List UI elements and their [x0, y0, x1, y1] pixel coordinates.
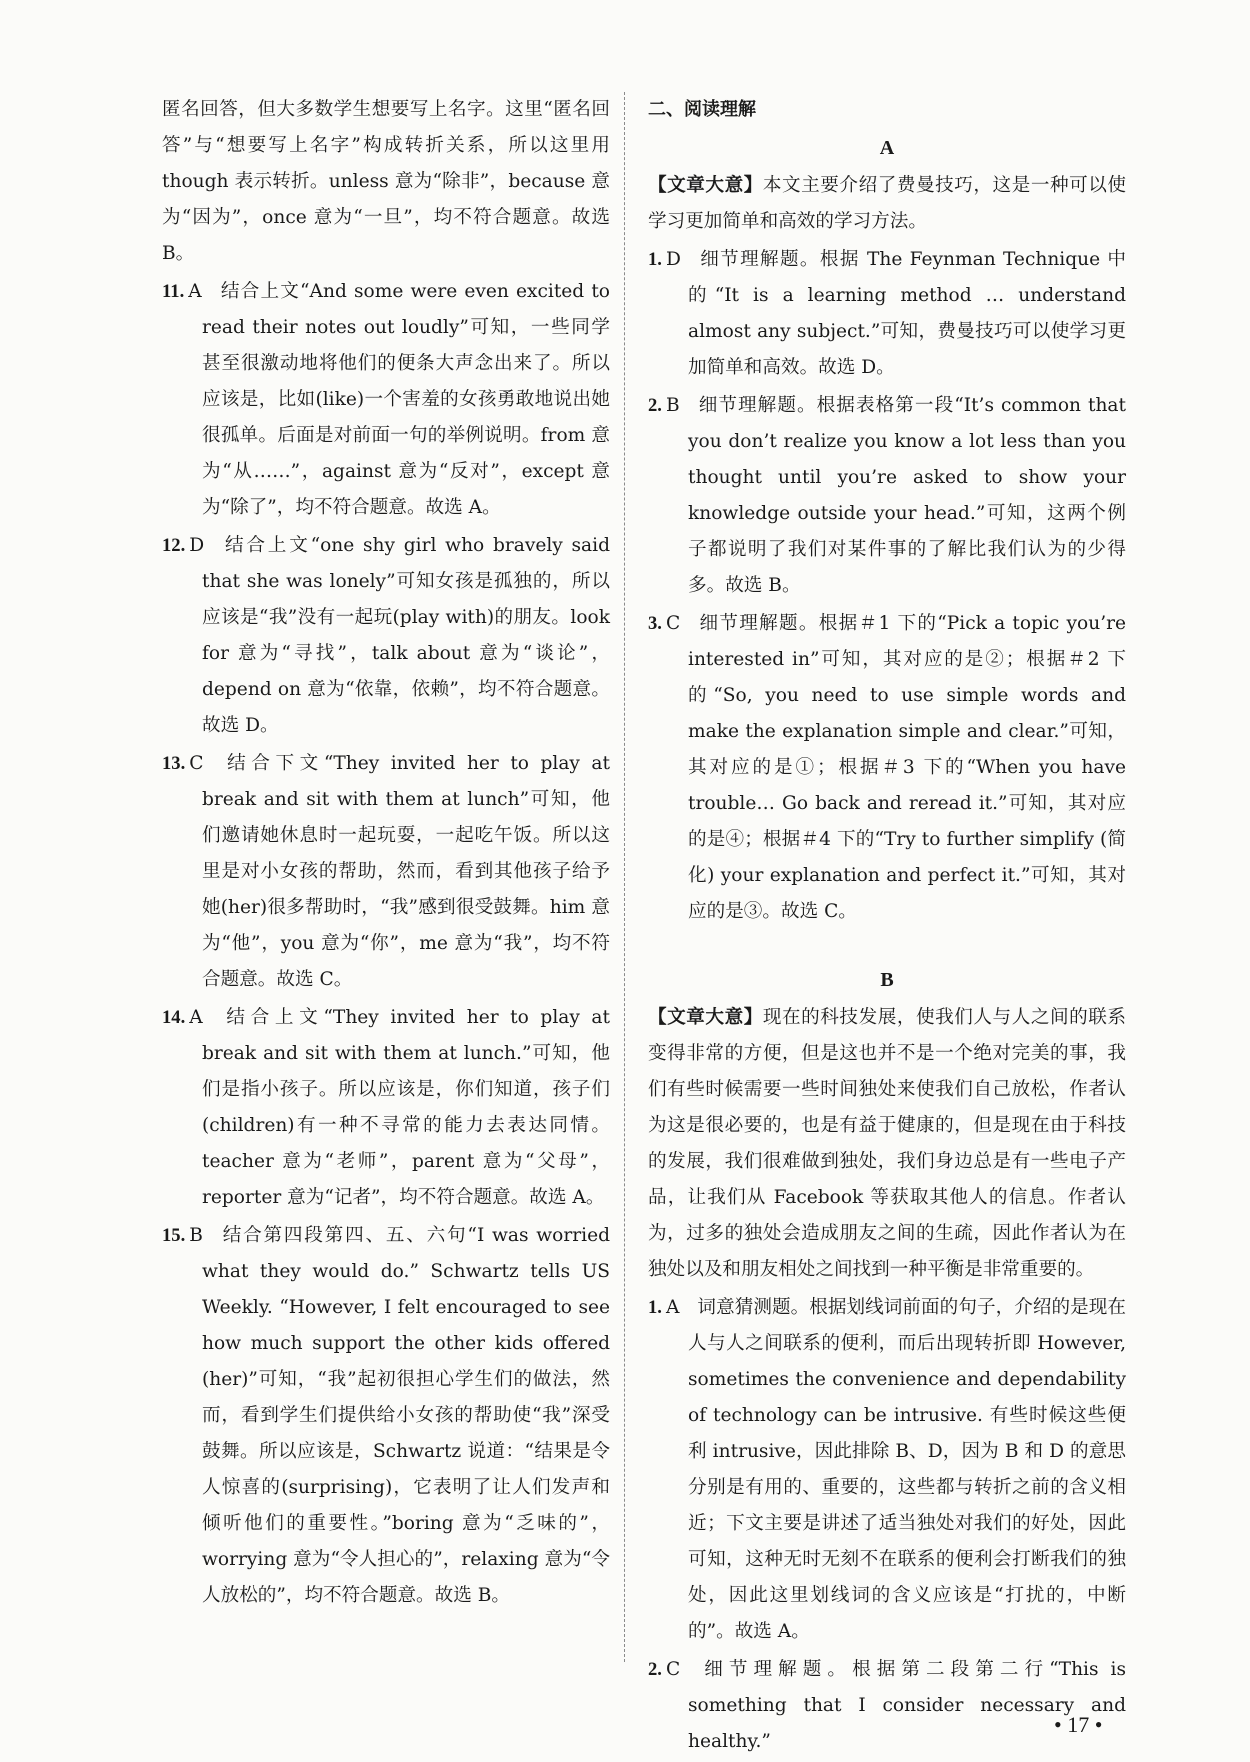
item-answer: A: [189, 1007, 203, 1028]
summary-tag: 【文章大意】: [648, 1007, 763, 1028]
item-answer: A: [665, 1297, 680, 1318]
item-number: 1.: [648, 1297, 662, 1318]
item-answer: D: [665, 249, 681, 270]
page-number: • 17 •: [1054, 1712, 1103, 1737]
item-explanation: 词意猜测题。根据划线词前面的句子，介绍的是现在人与人之间联系的便利，而后出现转折即 However, sometimes the convenience and dependability of technology can be intrusive. 有些时候这些便利 intrusive，因此排除 B、D，因为 B 和 D 的意思分别是有用的、重要的，这些都与转折之前的含义相近；下文主要是讲述了适当独处对我们的好处，因此可知，这种无时无刻不在联系的便利会打断我们的独处，因此这里划线词的含义应该是“打扰的，中断的”。故选 A。: [688, 1297, 1126, 1642]
item-number: 15.: [162, 1225, 186, 1246]
item-explanation: 结合上文“And some were even excited to read their notes out loudly”可知，一些同学甚至很激动地将他们的便条大声念出来了。所以应该是，比如(like)一个害羞的女孩勇敢地说出她很孤单。后面是对前面一句的举例说明。from 意为“从……”，against 意为“反对”，except 意为“除了”，均不符合题意。故选 A。: [202, 281, 610, 518]
item-explanation: 细节理解题。根据表格第一段“It’s common that you don’t realize you know a lot less than you thought until you’re asked to show your knowledge outside your head.”可知，这两个例子都说明了我们对某件事的了解比我们认为的少得多。故选 B。: [688, 395, 1126, 596]
answer-item: [162, 1218, 610, 1614]
item-answer: B: [665, 395, 680, 416]
answer-item: [648, 1290, 1126, 1650]
answer-item: [162, 746, 610, 998]
item-number: 2.: [648, 1659, 662, 1680]
answer-item: [648, 606, 1126, 930]
column-divider: [624, 92, 625, 1662]
item-explanation: 结合下文“They invited her to play at break and sit with them at lunch”可知，他们邀请她休息时一起玩耍，一起吃午饭。所以这里是对小女孩的帮助，然而，看到其他孩子给予她(her)很多帮助时，“我”感到很受鼓舞。him 意为“他”，you 意为“你”，me 意为“我”，均不符合题意。故选 C。: [202, 753, 610, 990]
item-number: 12.: [162, 535, 186, 556]
section-title: 二、阅读理解: [648, 99, 756, 120]
summary-text: 本文主要介绍了费曼技巧，这是一种可以使学习更加简单和高效的学习方法。: [648, 175, 1126, 232]
item-explanation: 结合上文“They invited her to play at break and sit with them at lunch.”可知，他们是指小孩子。所以应该是，你们知道，孩子们(children)有一种不寻常的能力去表达同情。teacher 意为“老师”，parent 意为“父母”，reporter 意为“记者”，均不符合题意。故选 A。: [202, 1007, 610, 1208]
answer-item: [648, 242, 1126, 386]
answer-item: [162, 274, 610, 526]
answer-item: [648, 388, 1126, 604]
item-explanation: 细节理解题。根据第二段第二行“This is something that I consider necessary and healthy.”: [688, 1659, 1126, 1752]
item-answer: D: [189, 535, 205, 556]
item-number: 11.: [162, 281, 185, 302]
left-column: [162, 92, 610, 1616]
item-explanation: 结合上文“one shy girl who bravely said that she was lonely”可知女孩是孤独的，所以应该是“我”没有一起玩(play with)的朋友。look for 意为“寻找”，talk about 意为“谈论”，depend on 意为“依靠，依赖”，均不符合题意。故选 D。: [202, 535, 610, 736]
item-answer: C: [665, 613, 681, 634]
item-explanation: 细节理解题。根据 The Feynman Technique 中的“It is a learning method … understand almost any subject.”可知，费曼技巧可以使学习更加简单和高效。故选 D。: [688, 249, 1126, 378]
item-number: 14.: [162, 1007, 186, 1028]
item-number: 3.: [648, 613, 662, 634]
part-b-summary: [648, 1000, 1126, 1288]
item-answer: B: [189, 1225, 203, 1246]
item-number: 2.: [648, 395, 662, 416]
part-b-label: B: [880, 969, 894, 991]
spacer: [648, 932, 1126, 960]
item-answer: C: [665, 1659, 681, 1680]
item-answer: A: [188, 281, 202, 302]
summary-tag: 【文章大意】: [648, 175, 763, 196]
part-a-summary: [648, 168, 1126, 240]
right-column: [648, 92, 1126, 1762]
summary-text: 现在的科技发展，使我们人与人之间的联系变得非常的方便，但是这也并不是一个绝对完美的事，我们有些时候需要一些时间独处来使我们自己放松，作者认为这是很必要的，也是有益于健康的，但是现在由于科技的发展，我们很难做到独处，我们身边总是有一些电子产品，让我们从 Facebook 等获取其他人的信息。作者认为，过多的独处会造成朋友之间的生疏，因此作者认为在独处以及和朋友相处之间找到一种平衡是非常重要的。: [648, 1007, 1126, 1280]
continued-paragraph: 匿名回答，但大多数学生想要写上名字。这里“匿名回答”与“想要写上名字”构成转折关系，所以这里用 though 表示转折。unless 意为“除非”，because 意为“因为”，once 意为“一旦”，均不符合题意。故选 B。: [162, 99, 610, 264]
answer-item: [162, 1000, 610, 1216]
part-a-label: A: [879, 137, 895, 159]
answer-item: [648, 1652, 1126, 1760]
item-number: 13.: [162, 753, 186, 774]
item-number: 1.: [648, 249, 662, 270]
item-answer: C: [189, 753, 204, 774]
item-explanation: 结合第四段第四、五、六句“I was worried what they would do.” Schwartz tells US Weekly. “However, I felt encouraged to see how much support the other kids offered (her)”可知，“我”起初很担心学生们的做法，然而，看到学生们提供给小女孩的帮助使“我”深受鼓舞。所以应该是，Schwartz 说道：“结果是令人惊喜的(surprising)，它表明了让人们发声和倾听他们的重要性。”boring 意为“乏味的”，worrying 意为“令人担心的”，relaxing 意为“令人放松的”，均不符合题意。故选 B。: [202, 1225, 610, 1606]
item-explanation: 细节理解题。根据＃1 下的“Pick a topic you’re interested in”可知，其对应的是②；根据＃2 下的“So, you need to use simple words and make the explanation simple and clear.”可知，其对应的是①；根据＃3 下的“When you have trouble… Go back and reread it.”可知，其对应的是④；根据＃4 下的“Try to further simplify (简化) your explanation and perfect it.”可知，其对应的是③。故选 C。: [688, 613, 1126, 922]
answer-item: [162, 528, 610, 744]
